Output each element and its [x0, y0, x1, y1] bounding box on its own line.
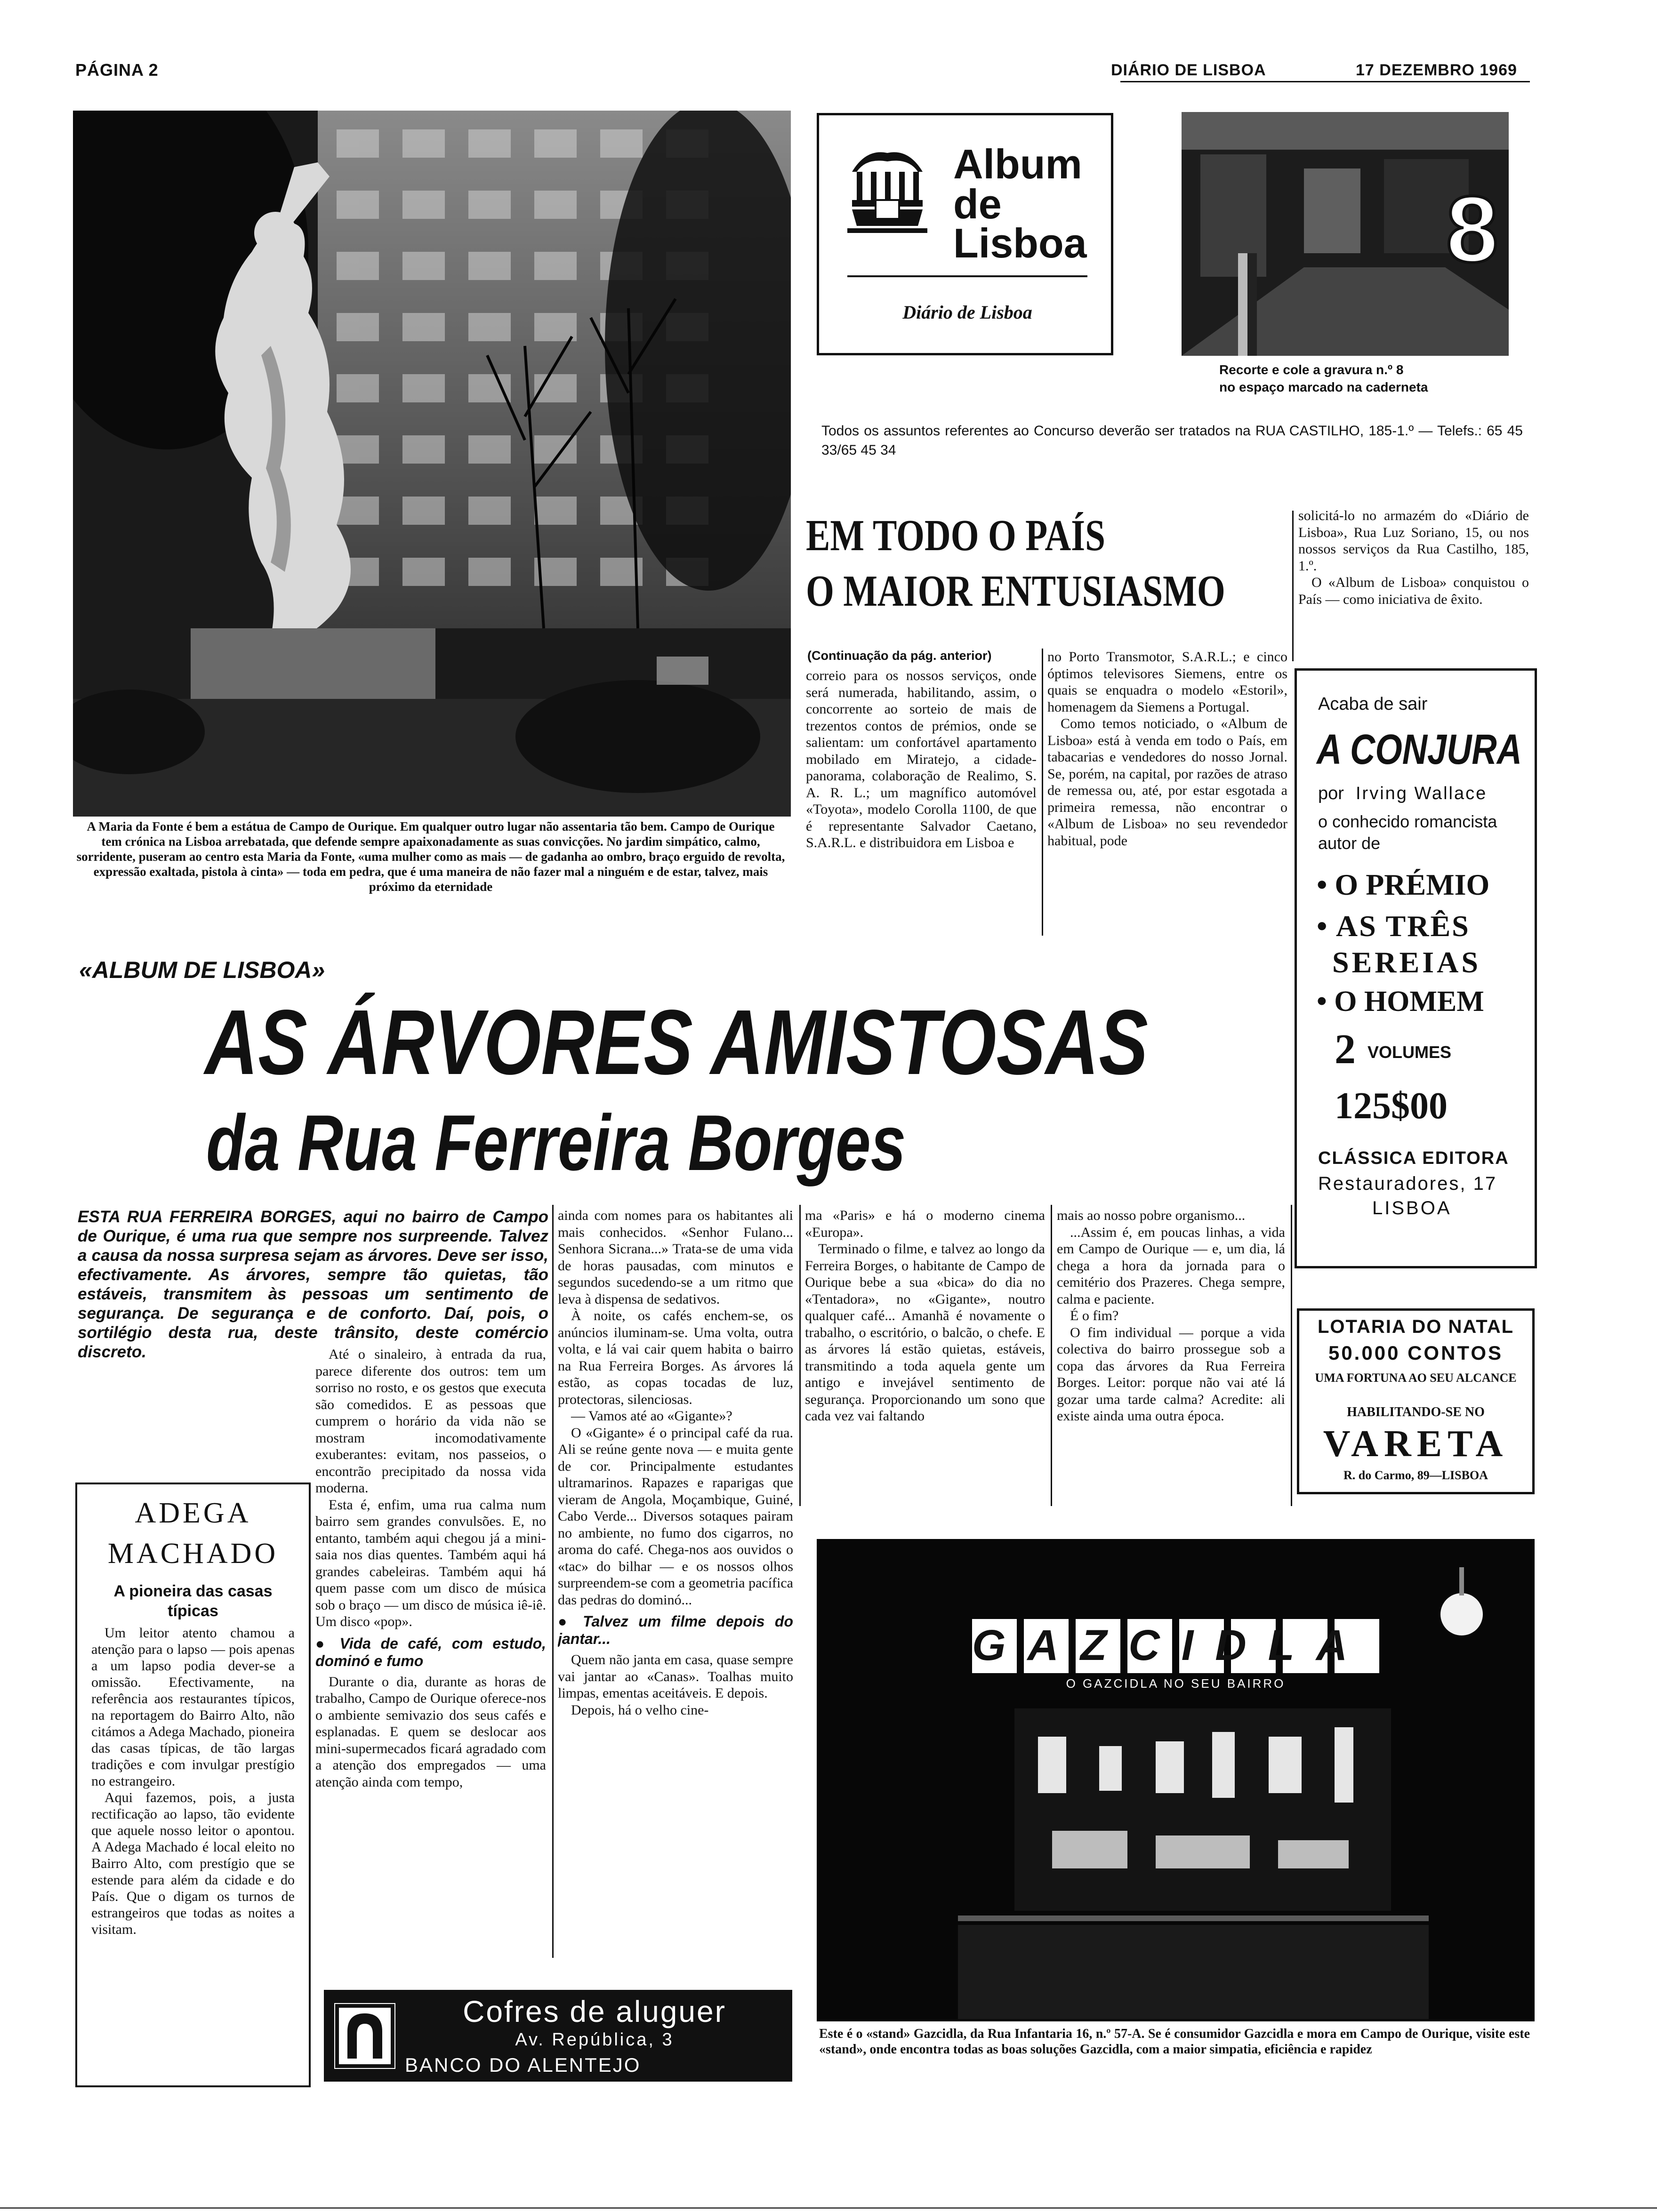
gazcidla-subsign: O GAZCIDLA NO SEU BAIRRO: [1066, 1676, 1286, 1691]
main-col-2: [315, 1346, 546, 1958]
page-bottom-rule: [0, 2207, 1657, 2209]
main-col3-para-4: O «Gigante» é o principal café da rua. Ali se reúne gente nova — e muita gente de cor. Principalmente estudantes ultramarinos. Rapazes e raparigas que vieram de Angola, Moçambique, Guiné, Cabo Verde... Diversos sotaques pairam no ambiente, no fumo dos cigarros, no aroma do café. Chega-nos aos ouvidos o «tac» do bilhar — e os nossos olhos surpreendem-se com a geometria pacífica das pedras do dominó...: [558, 1425, 793, 1608]
adega-title-1: ADEGA: [135, 1497, 251, 1529]
conjura-price: 125$00: [1335, 1085, 1448, 1127]
main-title-1: AS ÁRVORES AMISTOSAS: [205, 991, 1148, 1094]
main-col-rule-5: [1291, 1205, 1292, 1506]
main-col-5: [1057, 1207, 1285, 1508]
main-col3-para-2: À noite, os cafés enchem-se, os anúncios iluminam-se. Uma volta, outra volta, e lá vai cair quem habita o bairro na Rua Ferreira Borges. As árvores lá estão, as copas tocadas de luz, protectoras, silenciosas.: [558, 1308, 793, 1407]
album-de-lisboa-logo-box: [817, 113, 1113, 355]
entusiasmo-continuation: (Continuação da pág. anterior): [807, 649, 992, 663]
conjura-description: o conhecido romancista autor de: [1318, 812, 1497, 853]
conjura-author: Irving Wallace: [1356, 784, 1488, 803]
main-col4-para-1: ma «Paris» e há o moderno cinema «Europa».: [805, 1208, 1045, 1240]
album-logo-title-1: Album: [953, 141, 1082, 187]
adega-subtitle: A pioneira das casas típicas: [113, 1582, 273, 1620]
gazcidla-sign: GAZCIDLA: [972, 1621, 1369, 1669]
entusiasmo-col-1: [806, 667, 1037, 940]
conjura-city: LISBOA: [1372, 1198, 1452, 1218]
statue-photo-image: [73, 111, 791, 817]
conjura-ad: [1295, 668, 1537, 1268]
lotaria-line-6: R. do Carmo, 89—LISBOA: [1343, 1468, 1488, 1482]
main-col2-para-2: Esta é, enfim, uma rua calma num bairro sem grandes convulsões. E, no entanto, também aqui chegou já a mini-saia nos dias quentes. Também aqui há grandes cabeleiras. Também aqui há quem passe com um disco de música sob o braço — um disco de música iê-iê. Um disco «pop».: [315, 1497, 546, 1629]
album-logo-divider: [847, 275, 1087, 277]
album-emblem-icon: [847, 144, 927, 238]
conjura-author-prefix: por: [1318, 784, 1344, 803]
main-col-4: [805, 1207, 1045, 1508]
adega-para-2: Aqui fazemos, pois, a justa rectificação ao lapso, tão evidente que aquele nosso leitor o apontou. A Adega Machado é local eleito no Bairro Alto, com prestígio que se estende para além da cidade e do País. Que o digam os turnos de estrangeiros que todas as noites a visitam.: [91, 1790, 295, 1937]
entusiasmo-col-2: [1047, 649, 1287, 940]
conjura-volumes-number: 2: [1335, 1026, 1356, 1073]
conjura-book-1: • O PRÉMIO: [1317, 868, 1490, 901]
adega-title-2: MACHADO: [107, 1538, 279, 1570]
cofres-line-1: Cofres de aluguer: [463, 1995, 726, 2028]
album-logo-title-3: Lisboa: [953, 220, 1087, 266]
entusiasmo-col-rule-1: [1042, 649, 1043, 936]
bank-logo-icon: [334, 2003, 395, 2069]
main-col-3: [558, 1207, 793, 1979]
entusiasmo-col2b-text: Como temos noticiado, o «Album de Lisboa» está à venda em todo o País, em tabacarias e vendedores do nosso Jornal. Se, porém, na capital, por razões de atraso de remessa ou, até, por estar esgotada a primeira remessa, não encontrar o «Album de Lisboa» no seu revendedor habitual, pode: [1047, 716, 1287, 849]
entusiasmo-col3a-text: solicitá-lo no armazém do «Diário de Lisboa», Rua Luz Soriano, 15, ou nos nossos serviços da Rua Castilho, 185, 1.º.: [1298, 508, 1529, 574]
entusiasmo-col-rule-2: [1292, 511, 1294, 661]
header-rule: [1120, 81, 1530, 82]
gazcidla-photo: [817, 1539, 1535, 2021]
lotaria-line-2: 50.000 CONTOS: [1328, 1342, 1504, 1364]
entusiasmo-col-3: [1298, 507, 1529, 658]
conjura-address: Restauradores, 17: [1318, 1173, 1497, 1194]
lotaria-line-4: HABILITANDO-SE NO: [1347, 1405, 1485, 1419]
conjura-publisher: CLÁSSICA EDITORA: [1318, 1148, 1509, 1168]
lotaria-line-3: UMA FORTUNA AO SEU ALCANCE: [1315, 1371, 1517, 1385]
entusiasmo-headline-2: O MAIOR ENTUSIASMO: [806, 567, 1225, 616]
main-col3-para-3: — Vamos até ao «Gigante»?: [571, 1408, 732, 1424]
main-col5-para-4: O fim individual — porque a vida colectiva do bairro prossegue sob a copa das árvores da Rua Ferreira Borges. Leitor: porque não vai até lá gozar uma tarde calma? Acredite: ali existe ainda uma outra época.: [1057, 1324, 1285, 1424]
main-kicker: «ALBUM DE LISBOA»: [79, 957, 325, 983]
main-col4-para-2: Terminado o filme, e talvez ao longo da Ferreira Borges, o habitante de Campo de Ourique bebe a sua «bica» do dia no «Tentadora», no «Gigante», noutro qualquer café... Amanhã é novamente o trabalho, o escritório, o balcão, o chefe. E as árvores lá estão quietas, estáveis, transmitindo a toda aquela gente um antigo e invejável sentimento de segurança. Proporcionando um sono que cada vez vai faltando: [805, 1241, 1045, 1424]
page-number: PÁGINA 2: [75, 60, 159, 80]
main-col5-para-2: ...Assim é, em poucas linhas, a vida em Campo de Ourique — e, um dia, lá chega a hora da jornada para o cemitério dos Prazeres. Chega sempre, calma e paciente.: [1057, 1224, 1285, 1307]
main-subhead-2: ● Talvez um filme depois do jantar...: [558, 1613, 793, 1647]
conjura-volumes-label: VOLUMES: [1367, 1042, 1452, 1062]
statue-photo: [73, 111, 791, 817]
conjura-book-3: • O HOMEM: [1317, 986, 1484, 1018]
entusiasmo-col2a-text: no Porto Transmotor, S.A.R.L.; e cinco óptimos televisores Siemens, entre os quais se enquadra o modelo «Estoril», homenagem da Siemens a Portugal.: [1047, 649, 1287, 715]
main-col-rule-2: [552, 1205, 554, 1958]
album-logo-title-2: de: [953, 181, 1002, 227]
main-col2-para-1: Até o sinaleiro, à entrada da rua, parece diferente dos outros: tem um sorriso no rosto, e os gestos que executa são comedidos. E as pessoas que cumprem o horário da vida não se mostram incomodativamente exuberantes: evitam, nos passeios, o encontrão precipitado da nossa vida moderna.: [315, 1346, 546, 1496]
lotaria-ad: [1297, 1308, 1535, 1494]
main-title-2: da Rua Ferreira Borges: [206, 1098, 906, 1187]
lotaria-line-5: VARETA: [1323, 1423, 1509, 1465]
main-col5-para-3: É o fim?: [1070, 1308, 1119, 1323]
main-col3-para-5: Quem não janta em casa, quase sempre vai jantar ao «Canas». Toalhas muito limpas, ementas aceitáveis. E depois.: [558, 1652, 793, 1701]
cofres-line-3: BANCO DO ALENTEJO: [405, 2054, 641, 2076]
adega-machado-box: [75, 1483, 311, 2087]
main-col5-para-1: mais ao nosso pobre organismo...: [1057, 1208, 1246, 1223]
statue-photo-caption: A Maria da Fonte é bem a estátua de Campo de Ourique. Em qualquer outro lugar não assentaria tão bem. Campo de Ourique tem crónica na Lisboa arrebatada, que defende sempre apaixonadamente as suas convicções. No jardim simpático, calmo, sorridente, puseram ao centro esta Maria da Fonte, «uma mulher como as mais — de gadanha ao ombro, braço erguido de revolta, expressão exaltada, pistola à cinta» — toda em pedra, que é uma maneira de não fazer mal a ninguém e de estar, talvez, mais próximo da eternidade: [76, 819, 785, 894]
album-logo-subtitle: Diário de Lisboa: [902, 302, 1032, 323]
contest-notice: Todos os assuntos referentes ao Concurso deverão ser tratados na RUA CASTILHO, 185-1.º — Telefs.: 65 45 33/65 45 34: [821, 423, 1523, 458]
newspaper-name: DIÁRIO DE LISBOA: [1111, 61, 1266, 79]
conjura-title: A CONJURA: [1317, 726, 1522, 773]
main-col2-para-3: Durante o dia, durante as horas de trabalho, Campo de Ourique oferece-nos o ambiente semivazio dos seus cafés e esplanadas. E quem se deslocar aos mini-supermecados ficará agradado com a atenção dos empregados — uma atenção ainda com tempo,: [315, 1674, 546, 1790]
lotaria-line-1: LOTARIA DO NATAL: [1317, 1316, 1514, 1337]
main-subhead-1: ● Vida de café, com estudo, dominó e fumo: [315, 1635, 546, 1669]
conjura-book-2a: • AS TRÊS: [1317, 909, 1470, 943]
gravura-caption-2: no espaço marcado na caderneta: [1219, 380, 1428, 394]
issue-date: 17 DEZEMBRO 1969: [1356, 61, 1517, 79]
conjura-book-2b: SEREIAS: [1332, 946, 1481, 979]
main-col-rule-4: [1051, 1205, 1052, 1506]
adega-text: [91, 1625, 295, 2084]
gazcidla-caption: Este é o «stand» Gazcidla, da Rua Infantaria 16, n.º 57-A. Se é consumidor Gazcidla e mora em Campo de Ourique, visite este «stand», onde encontra todas as boas soluções Gazcidla, com a maior simpatia, eficiência e rapidez: [819, 2027, 1530, 2057]
gravura-caption-1: Recorte e cole a gravura n.º 8: [1219, 362, 1404, 377]
cofres-line-2: Av. República, 3: [515, 2030, 674, 2050]
main-lead: ESTA RUA FERREIRA BORGES, aqui no bairro de Campo de Ourique, é uma rua que sempre nos surpreende. Talvez a causa da nossa surpresa sejam as árvores. Deve ser isso, efectivamente. As árvores, sempre tão quietas, tão estáveis, transmitem às pessoas um sentimento de segurança. De segurança e de conforto. Daí, pois, o sortilégio desta rua, deste trânsito, deste comércio discreto.: [78, 1208, 548, 1361]
entusiasmo-col3b-text: O «Album de Lisboa» conquistou o País — como iniciativa de êxito.: [1298, 575, 1529, 607]
conjura-kicker: Acaba de sair: [1318, 694, 1428, 714]
gravura-number: 8: [1446, 177, 1498, 282]
main-col3-para-6: Depois, há o velho cine-: [571, 1702, 709, 1718]
cofres-ad: [324, 1990, 792, 2082]
entusiasmo-col1-text: correio para os nossos serviços, onde será numerada, habilitando, assim, o concorrente ao sorteio de mais de trezentos contos de prémios, onde se salientam: um confortável apartamento mobilado em Miratejo, a cidade-panorama, colaboração de Realimo, S. A. R. L.; um magnífico automóvel «Toyota», modelo Corolla 1100, de que é representante Salvador Caetano, S.A.R.L. e distribuidora em Lisboa e: [806, 668, 1037, 850]
main-col3-para-1: ainda com nomes para os habitantes ali mais conhecidos. «Senhor Fulano... Senhora Sicrana...» Trata-se de uma vida de horas pausadas, com minutos e segundos sucedendo-se a um ritmo que leva à dispensa de sedativos.: [558, 1208, 793, 1307]
entusiasmo-headline-1: EM TODO O PAÍS: [806, 511, 1106, 560]
adega-para-1: Um leitor atento chamou a atenção para o lapso — pois apenas a um lapso podia dever-se a omissão. Efectivamente, na referência aos restaurantes típicos, na reportagem do Bairro Alto, não citámos a Adega Machado, pioneira das casas típicas, de tão largas tradições e com invulgar prestígio no estrangeiro.: [91, 1625, 295, 1789]
gravura-photo: [1182, 112, 1509, 356]
main-col-rule-3: [799, 1205, 801, 1506]
